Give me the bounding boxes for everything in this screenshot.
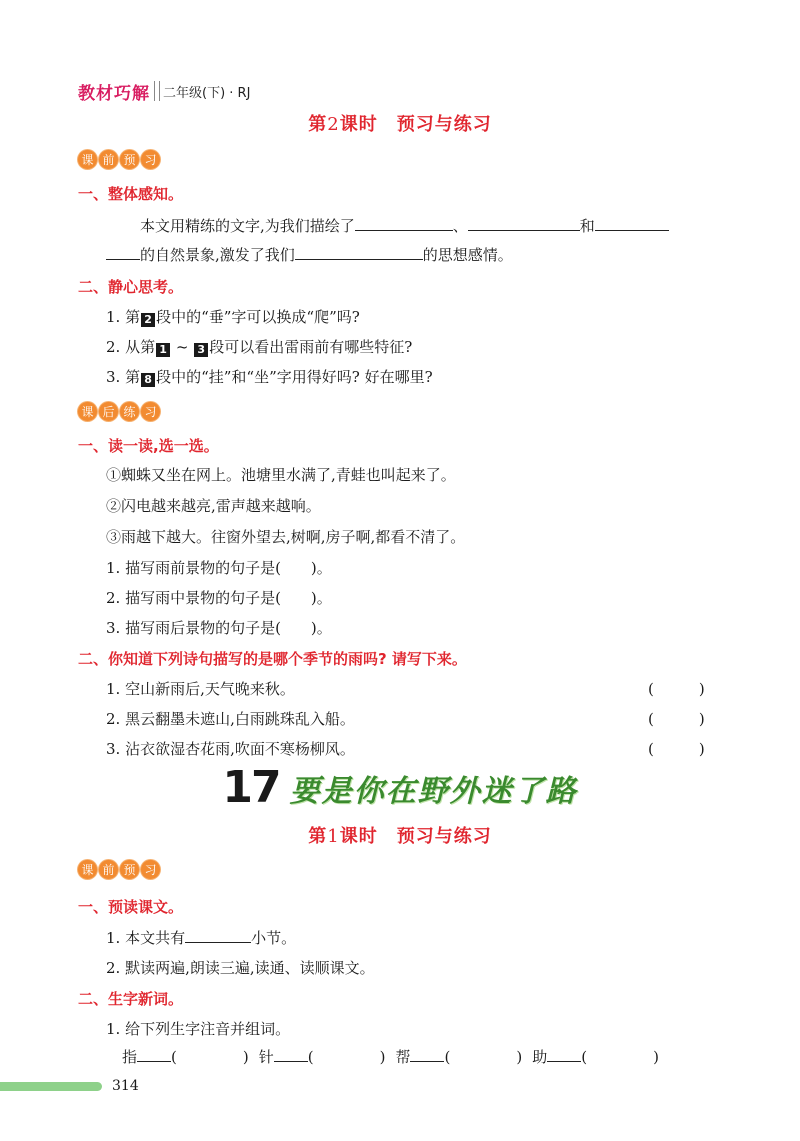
post-class-badge xyxy=(78,402,162,421)
think-q2 xyxy=(106,336,412,357)
footer-bar xyxy=(0,1082,102,1091)
chapter-number: 17 xyxy=(222,762,280,813)
poem-line-2: 2. 黑云翻墨未遮山,白雨跳珠乱入船。 xyxy=(106,710,355,728)
overview-line-2 xyxy=(106,244,513,265)
pinyin-blank[interactable] xyxy=(410,1046,444,1062)
preread-q1 xyxy=(106,927,296,948)
badge-char: 课 xyxy=(78,150,97,169)
text: ) xyxy=(242,1048,249,1066)
char: 指 xyxy=(122,1048,138,1066)
text: 2. 从第 xyxy=(106,338,156,356)
section-heading-preread: 一、预读课文。 xyxy=(78,898,184,916)
text: ~ xyxy=(171,338,194,356)
think-q3 xyxy=(106,366,433,387)
pinyin-blank[interactable] xyxy=(547,1046,581,1062)
answer-blank[interactable] xyxy=(595,215,669,231)
lesson1-title-num: 1 xyxy=(327,826,340,847)
answer-blank[interactable] xyxy=(106,244,140,260)
option-1: ①蜘蛛又坐在网上。池塘里水满了,青蛙也叫起来了。 xyxy=(106,466,456,484)
text: 段中的“垂”字可以换成“爬”吗? xyxy=(156,308,360,326)
choose-q1[interactable]: 1. 描写雨前景物的句子是( )。 xyxy=(106,559,332,577)
header-divider xyxy=(154,81,160,101)
lesson2-title-prefix: 第 xyxy=(308,114,328,135)
grade-label: 二年级(下) · RJ xyxy=(163,85,251,101)
section-heading-read-choose: 一、读一读,选一选。 xyxy=(78,437,219,455)
answer-parens[interactable]: ( ) xyxy=(648,680,705,698)
answer-parens[interactable]: ( ) xyxy=(648,710,705,728)
text: 的思想感情。 xyxy=(422,246,513,264)
char: 助 xyxy=(532,1048,548,1066)
section-heading-poem-season: 二、你知道下列诗句描写的是哪个季节的雨吗? 请写下来。 xyxy=(78,650,467,668)
option-2: ②闪电越来越亮,雷声越来越响。 xyxy=(106,497,321,515)
badge-char: 习 xyxy=(141,150,160,169)
text: 小节。 xyxy=(251,929,297,947)
text: 3. 第 xyxy=(106,368,141,386)
section-heading-think: 二、静心思考。 xyxy=(78,278,184,296)
badge-char: 后 xyxy=(99,402,118,421)
chapter-name: 要是你在野外迷了路 xyxy=(289,773,578,809)
text: 1. 第 xyxy=(106,308,141,326)
text: 段可以看出雷雨前有哪些特征? xyxy=(209,338,413,356)
badge-char: 预 xyxy=(120,860,139,879)
choose-q3[interactable]: 3. 描写雨后景物的句子是( )。 xyxy=(106,619,332,637)
poem-line-3: 3. 沾衣欲湿杏花雨,吹面不寒杨柳风。 xyxy=(106,740,355,758)
text: ) xyxy=(653,1048,659,1066)
text: ( xyxy=(307,1048,314,1066)
text: ( xyxy=(171,1048,177,1066)
page-header xyxy=(78,78,250,104)
char: 帮 xyxy=(395,1048,411,1066)
answer-blank[interactable] xyxy=(185,927,251,943)
text: ) xyxy=(516,1048,523,1066)
text: 的自然景象,激发了我们 xyxy=(140,246,295,264)
think-q1 xyxy=(106,306,360,327)
text: 1. 本文共有 xyxy=(106,929,186,947)
lesson1-title-suffix: 课时 预习与练习 xyxy=(339,826,492,847)
answer-blank[interactable] xyxy=(295,244,423,260)
lesson1-title xyxy=(0,822,800,848)
badge-char: 练 xyxy=(120,402,139,421)
pre-class-badge xyxy=(78,860,162,879)
text: ( xyxy=(444,1048,451,1066)
paragraph-number: 2 xyxy=(141,313,155,327)
badge-char: 习 xyxy=(141,402,160,421)
text: 段中的“挂”和“坐”字用得好吗? 好在哪里? xyxy=(156,368,433,386)
text: ( xyxy=(581,1048,588,1066)
section-heading-overview: 一、整体感知。 xyxy=(78,185,184,203)
option-3: ③雨越下越大。往窗外望去,树啊,房子啊,都看不清了。 xyxy=(106,528,466,546)
answer-blank[interactable] xyxy=(355,215,453,231)
text: 本文用精练的文字,为我们描绘了 xyxy=(140,217,355,235)
answer-parens[interactable]: ( ) xyxy=(648,740,705,758)
badge-char: 课 xyxy=(78,860,97,879)
lesson2-title-suffix: 课时 预习与练习 xyxy=(339,114,492,135)
badge-char: 前 xyxy=(99,150,118,169)
overview-line-1 xyxy=(140,215,669,236)
paragraph-number: 1 xyxy=(156,343,170,357)
badge-char: 习 xyxy=(141,860,160,879)
pinyin-blank[interactable] xyxy=(274,1046,308,1062)
paragraph-number: 8 xyxy=(141,373,155,387)
chapter-title xyxy=(0,762,800,813)
choose-q2[interactable]: 2. 描写雨中景物的句子是( )。 xyxy=(106,589,332,607)
text: 、 xyxy=(452,217,468,235)
book-title: 教材巧解 xyxy=(78,83,150,104)
paragraph-number: 3 xyxy=(194,343,208,357)
preread-q2: 2. 默读两遍,朗读三遍,读通、读顺课文。 xyxy=(106,959,375,977)
section-heading-new-words: 二、生字新词。 xyxy=(78,990,184,1008)
lesson2-title-num: 2 xyxy=(327,114,340,135)
char: 针 xyxy=(258,1048,274,1066)
badge-char: 课 xyxy=(78,402,97,421)
text: 和 xyxy=(579,217,595,235)
answer-blank[interactable] xyxy=(468,215,580,231)
char-exercise-row xyxy=(122,1046,659,1067)
lesson2-title xyxy=(0,110,800,136)
poem-line-1: 1. 空山新雨后,天气晚来秋。 xyxy=(106,680,295,698)
badge-char: 前 xyxy=(99,860,118,879)
page-number: 314 xyxy=(112,1078,139,1094)
text: ) xyxy=(379,1048,386,1066)
pinyin-blank[interactable] xyxy=(137,1046,171,1062)
badge-char: 预 xyxy=(120,150,139,169)
new-words-q1: 1. 给下列生字注音并组词。 xyxy=(106,1020,291,1038)
lesson1-title-prefix: 第 xyxy=(308,826,328,847)
pre-class-badge xyxy=(78,150,162,169)
